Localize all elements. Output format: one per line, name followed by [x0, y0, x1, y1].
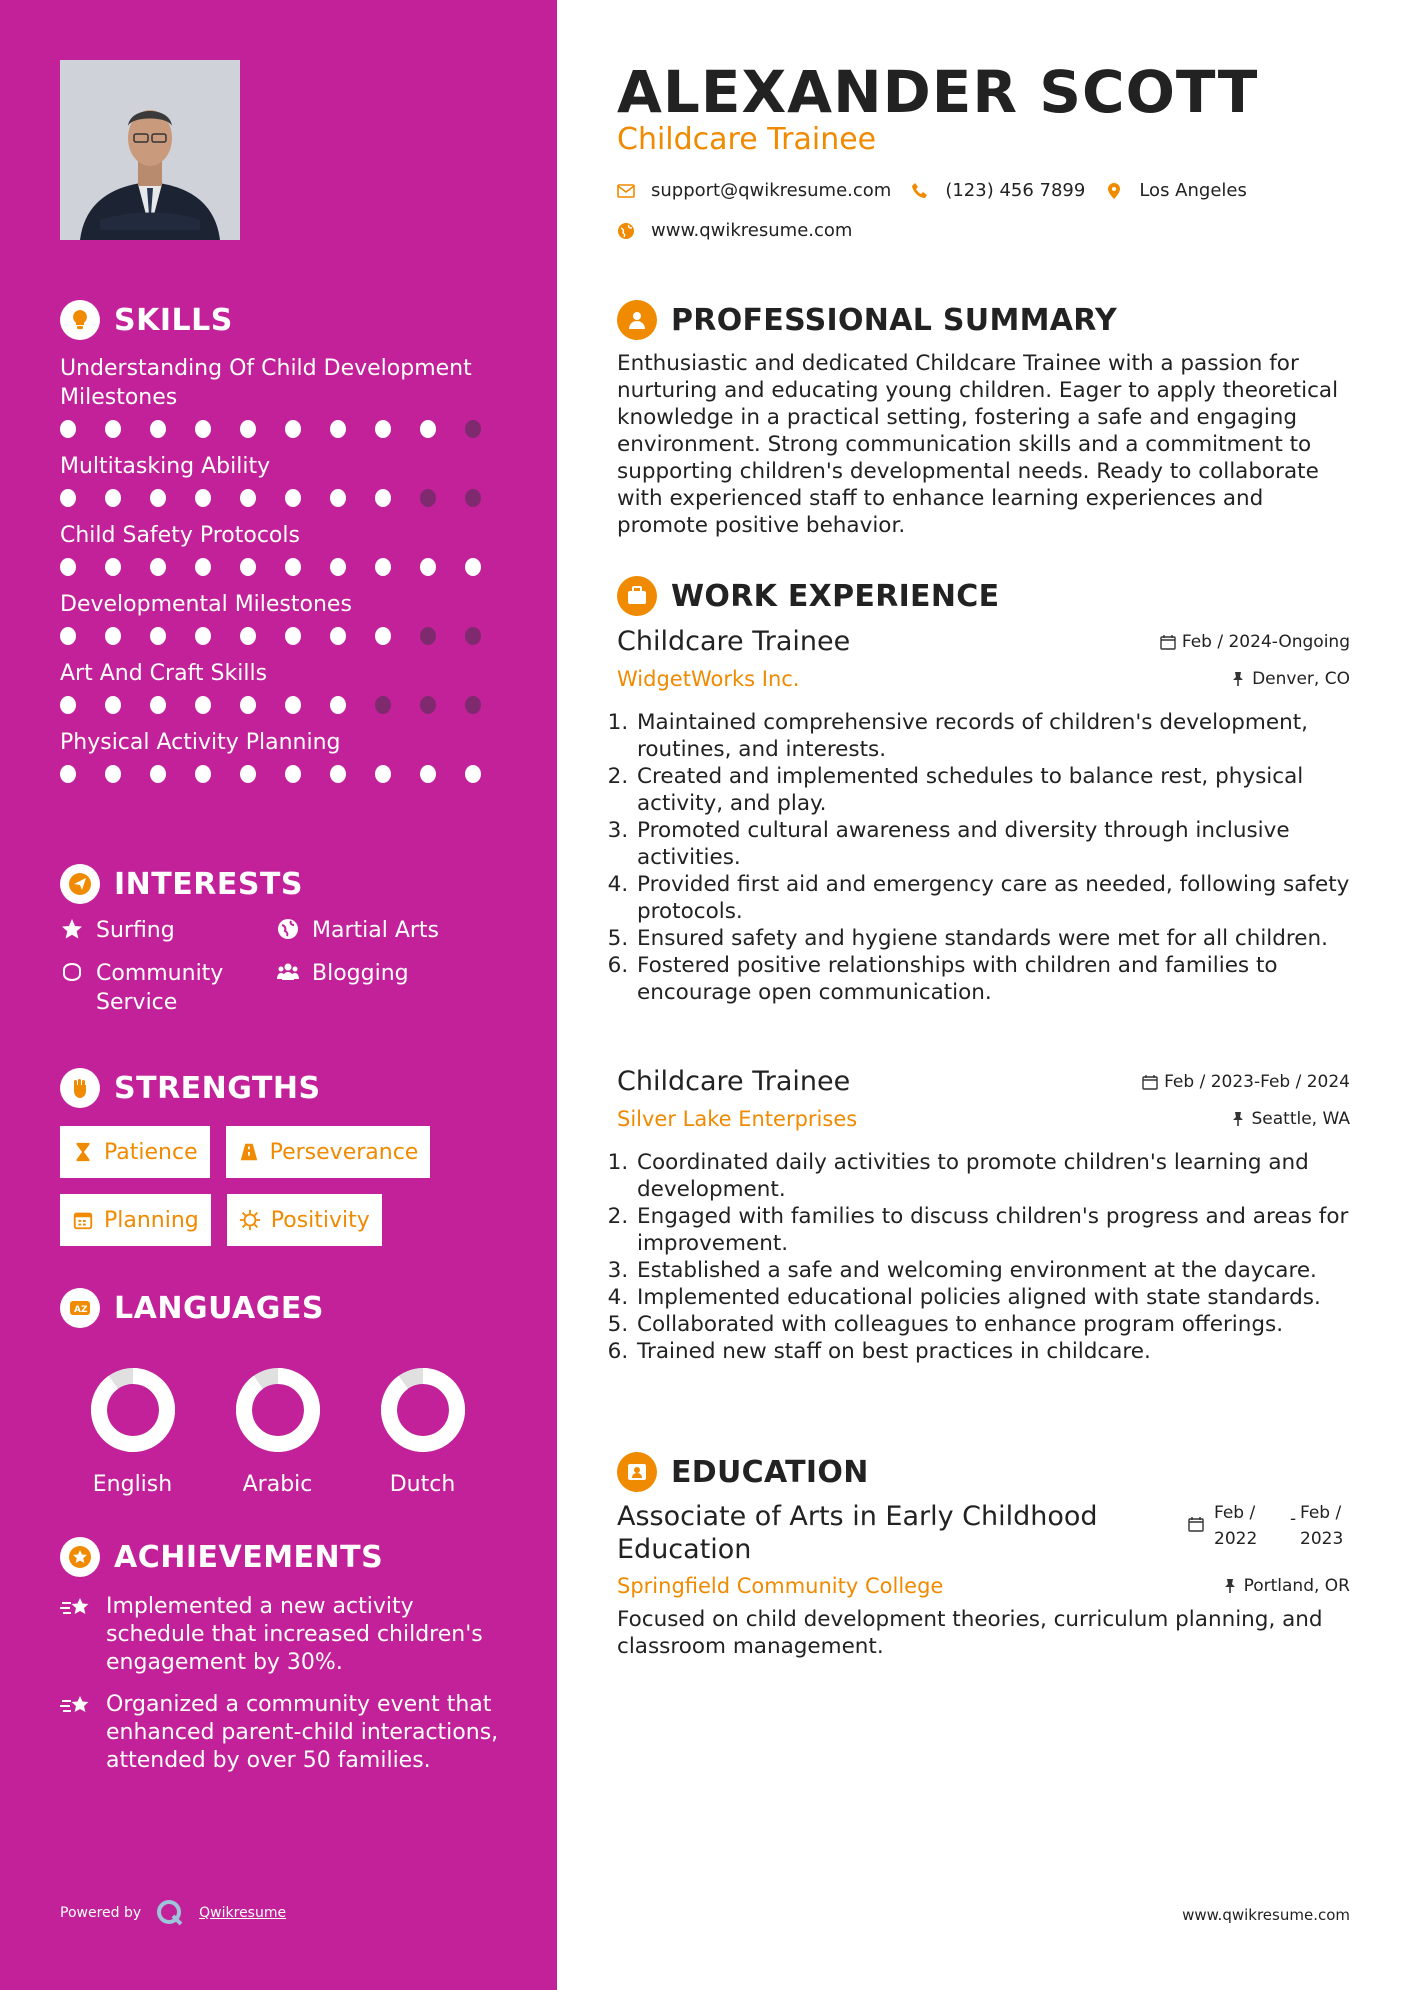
translate-icon: [60, 1288, 100, 1328]
rating-dot-filled: [60, 765, 76, 783]
language-ring: [234, 1366, 322, 1454]
skills-heading: [60, 298, 510, 342]
pin-icon: [1230, 671, 1246, 687]
education-title: EDUCATION: [671, 1454, 869, 1490]
company-name: Silver Lake Enterprises: [617, 1107, 858, 1131]
rating-dot-filled: [60, 558, 76, 576]
skill-name: Art And Craft Skills: [60, 661, 268, 686]
achievements-title: ACHIEVEMENTS: [114, 1539, 384, 1575]
rating-dot-empty: [420, 489, 436, 507]
job-location-text: Seattle, WA: [1251, 1109, 1350, 1129]
work-title: WORK EXPERIENCE: [671, 578, 1000, 614]
rating-dot-filled: [105, 696, 121, 714]
job-bullet: 5. Ensured safety and hygiene standards were met for all children.: [635, 925, 1350, 952]
interest-label: Martial Arts: [312, 918, 440, 943]
shooting-star-icon: [60, 1595, 92, 1677]
rating-dot-filled: [330, 765, 346, 783]
qwikresume-link[interactable]: Qwikresume: [199, 1905, 287, 1921]
job-location-text: Denver, CO: [1252, 669, 1350, 689]
skill-rating: [60, 420, 510, 440]
start-month: Feb /: [1214, 1503, 1256, 1523]
calendar-icon: [72, 1209, 94, 1231]
user-icon: [617, 300, 657, 340]
rating-dot-filled: [375, 489, 391, 507]
rating-dot-filled: [240, 558, 256, 576]
education-location: [1222, 1576, 1350, 1596]
education-entry: [617, 1500, 1350, 1660]
skill-rating: [60, 696, 510, 716]
interest-item: [60, 916, 276, 945]
rating-dot-filled: [105, 420, 121, 438]
interest-label: Community Service: [96, 961, 224, 1015]
summary-text: Enthusiastic and dedicated Childcare Trainee with a passion for nurturing and educating young children. Eager to apply theoretical knowledge in a practical setting, fostering a safe and engaging environment. Strong communication skills and a commitment to supporting children's developmental needs. Ready to collaborate with experienced staff to enhance learning experiences and promote positive behavior.: [617, 351, 1339, 538]
strengths-section: [60, 1066, 510, 1262]
rating-dot-filled: [105, 489, 121, 507]
job-location: [1230, 669, 1350, 689]
hand-icon: [60, 960, 86, 986]
candidate-title: Childcare Trainee: [617, 122, 877, 157]
interests-heading: [60, 862, 510, 906]
degree-title: Associate of Arts in Early Childhood Education: [617, 1501, 1098, 1565]
language-name: Arabic: [242, 1472, 313, 1497]
rating-dot-filled: [195, 696, 211, 714]
rating-dot-filled: [150, 696, 166, 714]
interests-title: INTERESTS: [114, 866, 303, 902]
achievement-item: [60, 1593, 510, 1677]
strengths-list: [60, 1126, 480, 1262]
rating-dot-filled: [195, 420, 211, 438]
job-bullet: 4. Implemented educational policies aligned with state standards.: [635, 1284, 1350, 1311]
qwikresume-logo-icon: [155, 1898, 185, 1928]
strength-label: Perseverance: [269, 1139, 419, 1165]
skill-item: [60, 728, 510, 785]
job-entry: [617, 626, 1350, 1006]
rating-dot-empty: [420, 696, 436, 714]
interest-item: [276, 916, 496, 945]
briefcase-icon: [617, 576, 657, 616]
job-bullet: 1. Coordinated daily activities to promote children's learning and development.: [635, 1149, 1350, 1203]
education-description: Focused on child development theories, curriculum planning, and classroom management.: [617, 1607, 1323, 1659]
languages-section: [60, 1286, 510, 1497]
achievement-text: Organized a community event that enhanced parent-child interactions, attended by over 50 families.: [106, 1692, 499, 1773]
road-icon: [238, 1141, 260, 1163]
language-name: English: [92, 1472, 173, 1497]
shooting-star-icon: [60, 1693, 92, 1775]
end-month: Feb /: [1300, 1503, 1342, 1523]
language-ring: [89, 1366, 177, 1454]
rating-dot-filled: [60, 627, 76, 645]
skills-section: [60, 298, 510, 785]
star-icon: [60, 917, 86, 943]
rating-dot-filled: [285, 558, 301, 576]
email-text: support@qwikresume.com: [651, 180, 892, 201]
rating-dot-filled: [285, 489, 301, 507]
languages-heading: [60, 1286, 510, 1330]
school-name: Springfield Community College: [617, 1574, 944, 1598]
rating-dot-filled: [195, 627, 211, 645]
rating-dot-filled: [150, 627, 166, 645]
pin-icon: [1230, 1111, 1246, 1127]
job-bullet: 3. Established a safe and welcoming environment at the daycare.: [635, 1257, 1350, 1284]
strength-label: Patience: [104, 1139, 198, 1165]
rating-dot-filled: [60, 696, 76, 714]
strength-label: Planning: [104, 1207, 199, 1233]
rating-dot-filled: [240, 627, 256, 645]
job-bullet: 6. Trained new staff on best practices in childcare.: [635, 1338, 1350, 1365]
job-date: [1142, 1072, 1350, 1092]
profile-photo: [60, 60, 240, 240]
rating-dot-filled: [240, 420, 256, 438]
rating-dot-filled: [330, 558, 346, 576]
email-item[interactable]: [617, 180, 891, 201]
interest-label: Surfing: [96, 918, 175, 943]
graduation-icon: [617, 1452, 657, 1492]
job-date: [1160, 632, 1350, 652]
job-bullet: 2. Created and implemented schedules to balance rest, physical activity, and play.: [635, 763, 1350, 817]
rating-dot-filled: [285, 627, 301, 645]
language-name: Dutch: [389, 1472, 456, 1497]
rating-dot-filled: [240, 696, 256, 714]
company-name: WidgetWorks Inc.: [617, 667, 800, 691]
rating-dot-filled: [195, 765, 211, 783]
users-icon: [276, 960, 302, 986]
job-location: [1230, 1109, 1351, 1129]
job-bullet: 5. Collaborated with colleagues to enhance program offerings.: [635, 1311, 1350, 1338]
date-separator: -: [1290, 1509, 1297, 1529]
rating-dot-filled: [420, 558, 436, 576]
svg-text:Z: Z: [81, 1305, 88, 1315]
skill-name: Child Safety Protocols: [60, 523, 300, 548]
work-heading: [617, 574, 999, 618]
skill-name: Multitasking Ability: [60, 454, 271, 479]
ring-fill: [244, 1376, 312, 1444]
strength-badge: [60, 1194, 211, 1246]
education-location-text: Portland, OR: [1243, 1576, 1350, 1596]
ring-fill: [99, 1376, 167, 1444]
sidebar: [0, 0, 557, 1990]
summary-title: PROFESSIONAL SUMMARY: [671, 302, 1118, 338]
rating-dot-filled: [375, 627, 391, 645]
language-ring: [379, 1366, 467, 1454]
interest-label: Blogging: [312, 961, 409, 986]
achievements-heading: [60, 1535, 510, 1579]
job-bullet: 2. Engaged with families to discuss children's progress and areas for improvement.: [635, 1203, 1350, 1257]
job-title: Childcare Trainee: [617, 1066, 851, 1097]
achievements-section: [60, 1535, 510, 1775]
phone-item[interactable]: [911, 180, 1085, 201]
phone-text: (123) 456 7899: [945, 180, 1086, 201]
achievement-text: Implemented a new activity schedule that increased children's engagement by 30%.: [106, 1594, 483, 1675]
rating-dot-filled: [150, 489, 166, 507]
job-bullet: 3. Promoted cultural awareness and diversity through inclusive activities.: [635, 817, 1350, 871]
job-bullet: 1. Maintained comprehensive records of children's development, routines, and interests.: [635, 709, 1350, 763]
skill-rating: [60, 489, 510, 509]
rating-dot-filled: [150, 765, 166, 783]
rating-dot-filled: [285, 420, 301, 438]
svg-text:A: A: [74, 1305, 81, 1315]
ring-fill: [389, 1376, 457, 1444]
rating-dot-empty: [465, 696, 481, 714]
strengths-heading: [60, 1066, 510, 1110]
rating-dot-filled: [330, 696, 346, 714]
skill-item: [60, 590, 510, 647]
rating-dot-filled: [420, 420, 436, 438]
website-row: [617, 220, 872, 241]
strength-label: Positivity: [270, 1207, 370, 1233]
education-dates: [1188, 1500, 1350, 1552]
calendar-icon: [1142, 1074, 1158, 1090]
end-year: 2023: [1300, 1529, 1344, 1549]
job-bullet: 6. Fostered positive relationships with children and families to encourage open communication.: [635, 952, 1350, 1006]
language-item: [60, 1366, 205, 1497]
hourglass-icon: [72, 1141, 94, 1163]
strength-badge: [227, 1194, 382, 1246]
strength-badge: [60, 1126, 210, 1178]
rating-dot-filled: [285, 765, 301, 783]
rating-dot-filled: [60, 489, 76, 507]
job-bullets: [617, 709, 1350, 1006]
rating-dot-filled: [330, 420, 346, 438]
rating-dot-empty: [420, 627, 436, 645]
job-title: Childcare Trainee: [617, 626, 851, 657]
rating-dot-filled: [150, 420, 166, 438]
calendar-icon: [1160, 634, 1176, 650]
lightbulb-icon: [60, 300, 100, 340]
rating-dot-filled: [375, 765, 391, 783]
language-item: [205, 1366, 350, 1497]
rating-dot-empty: [375, 696, 391, 714]
globe-icon: [276, 917, 302, 943]
rating-dot-filled: [150, 558, 166, 576]
strength-badge: [226, 1126, 431, 1178]
skills-title: SKILLS: [114, 302, 233, 338]
skill-name: Understanding Of Child Development Milestones: [60, 356, 472, 410]
sun-icon: [239, 1209, 261, 1231]
rating-dot-filled: [375, 558, 391, 576]
paper-plane-icon: [60, 864, 100, 904]
achievement-item: [60, 1691, 510, 1775]
job-entry: [617, 1066, 1350, 1365]
calendar-icon: [1188, 1516, 1204, 1532]
powered-by: [60, 1898, 286, 1928]
location-item: [1105, 180, 1247, 201]
rating-dot-filled: [195, 489, 211, 507]
rating-dot-filled: [195, 558, 211, 576]
globe-icon: [617, 222, 635, 240]
rating-dot-filled: [330, 489, 346, 507]
phone-icon: [911, 182, 929, 200]
interest-item: [60, 959, 276, 1017]
job-bullets: [617, 1149, 1350, 1365]
website-item[interactable]: [617, 220, 852, 241]
fist-icon: [60, 1068, 100, 1108]
rating-dot-empty: [465, 420, 481, 438]
rating-dot-filled: [105, 558, 121, 576]
footer-website[interactable]: www.qwikresume.com: [1182, 1906, 1350, 1924]
languages-title: LANGUAGES: [114, 1290, 324, 1326]
skill-item: [60, 354, 510, 440]
job-date-text: Feb / 2024-Ongoing: [1181, 631, 1350, 652]
rating-dot-filled: [420, 765, 436, 783]
skill-name: Developmental Milestones: [60, 592, 352, 617]
skill-rating: [60, 558, 510, 578]
contact-row: [617, 180, 1267, 201]
education-heading: [617, 1450, 869, 1494]
rating-dot-filled: [240, 765, 256, 783]
rating-dot-filled: [105, 765, 121, 783]
skill-rating: [60, 765, 510, 785]
rating-dot-filled: [465, 765, 481, 783]
skills-list: [60, 354, 510, 785]
location-text: Los Angeles: [1139, 180, 1247, 201]
interests-section: [60, 862, 510, 1017]
skill-item: [60, 659, 510, 716]
skill-rating: [60, 627, 510, 647]
rating-dot-empty: [465, 627, 481, 645]
rating-dot-filled: [375, 420, 391, 438]
rating-dot-filled: [240, 489, 256, 507]
candidate-name: ALEXANDER SCOTT: [617, 58, 1259, 126]
rating-dot-filled: [105, 627, 121, 645]
rating-dot-filled: [60, 420, 76, 438]
star-badge-icon: [60, 1537, 100, 1577]
skill-name: Physical Activity Planning: [60, 730, 341, 755]
interest-item: [276, 959, 496, 1017]
rating-dot-empty: [465, 489, 481, 507]
skill-item: [60, 521, 510, 578]
envelope-icon: [617, 182, 635, 200]
strengths-title: STRENGTHS: [114, 1070, 321, 1106]
start-year: 2022: [1214, 1529, 1258, 1549]
interests-list: [60, 916, 510, 1017]
summary-heading: [617, 298, 1117, 342]
powered-by-label: Powered by: [60, 1905, 142, 1921]
pin-icon: [1222, 1578, 1238, 1594]
rating-dot-filled: [465, 558, 481, 576]
job-bullet: 4. Provided first aid and emergency care as needed, following safety protocols.: [635, 871, 1350, 925]
language-item: [350, 1366, 495, 1497]
skill-item: [60, 452, 510, 509]
languages-list: [60, 1366, 510, 1497]
website-text: www.qwikresume.com: [651, 220, 853, 241]
job-date-text: Feb / 2023-Feb / 2024: [1164, 1071, 1350, 1092]
rating-dot-filled: [330, 627, 346, 645]
map-pin-icon: [1105, 182, 1123, 200]
rating-dot-filled: [285, 696, 301, 714]
